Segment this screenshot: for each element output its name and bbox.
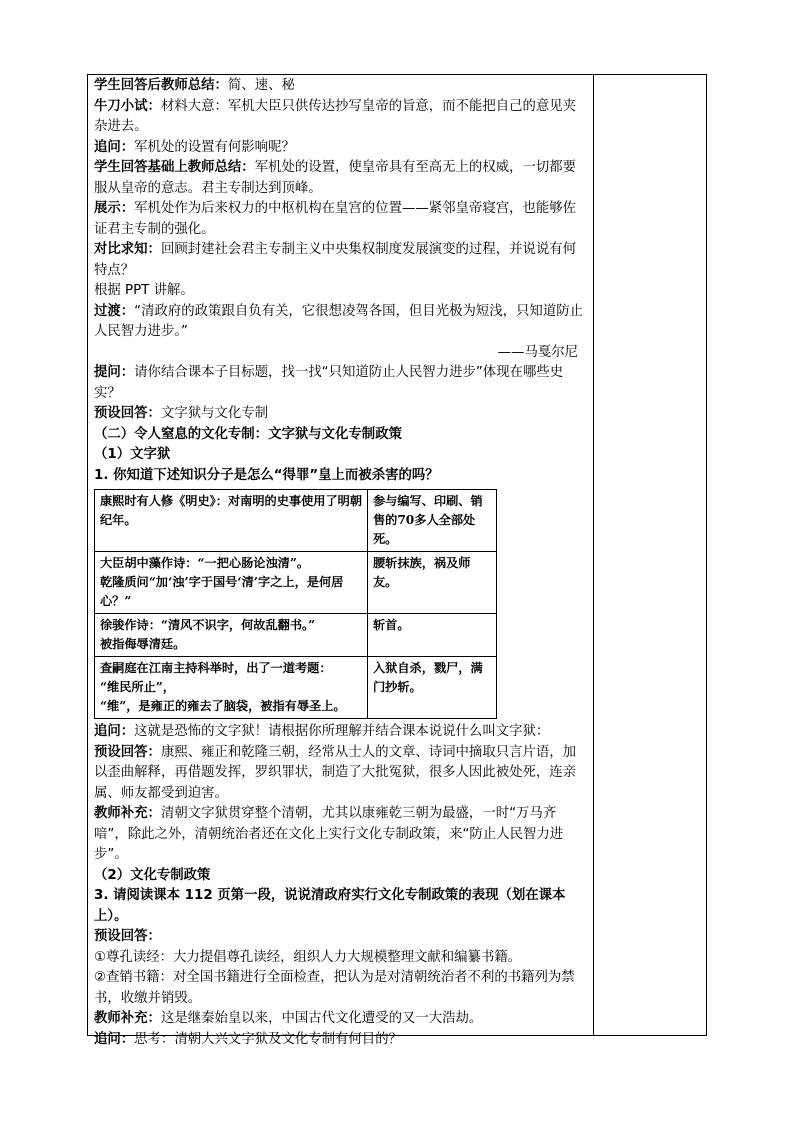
inquisition-row: [95, 657, 497, 719]
followup-question: 追问：军机处的设置有何影响呢？: [94, 139, 295, 155]
case-cell: [95, 614, 368, 657]
preset-answer-2: 预设回答：康熙、雍正和乾隆三朝，经常从士人的文章、诗词中摘取只言片语，加以歪曲解释，再借题发挥，罗织罪状，制造了大批冤狱，很多人因此被处死，连亲属、师友都受到迫害。: [94, 744, 577, 801]
column-divider: [593, 74, 594, 1036]
transition-quote: 过渡：“清政府的政策跟自负有关，它很想凌驾各国，但目光极为短浅，只知道防止人民智力进步。”: [94, 303, 583, 339]
case-line: “维”，是雍正的雍去了脑袋，被指有辱圣上。: [100, 699, 346, 713]
case-line: 被指侮辱清廷。: [100, 637, 186, 651]
teacher-supplement: 教师补充：清朝文字狱贯穿整个清朝，尤其以康雍乾三朝为最盛，一时“万马齐喑”，除此之外，清朝统治者还在文化上实行文化专制政策，来“防止人民智力进步”。: [94, 806, 564, 862]
subsection-heading-1: （1）文字狱: [94, 447, 171, 462]
case-cell: [95, 552, 368, 614]
question-line: 提问：请你结合课本子目标题，找一找“只知道防止人民智力进步”体现在哪些史实？: [94, 365, 564, 401]
followup-line-2: 追问：这就是恐怖的文字狱！请根据你所理解并结合课本说说什么叫文字狱：: [94, 724, 550, 739]
subsection-heading-2: （2）文化专制政策: [94, 867, 211, 883]
teacher-summary: 学生回答基础上教师总结：军机处的设置，使皇帝具有至高无上的权威，一切都要服从皇帝的意志。君主专制达到顶峰。: [94, 160, 577, 196]
result-cell: 腰斩抹族，祸及师友。: [367, 552, 496, 614]
teacher-supplement-2: 教师补充：这是继秦始皇以来，中国古代文化遭受的又一大浩劫。: [94, 1011, 483, 1026]
final-question: 追问：思考：清朝大兴文字狱及文化专制有何目的？: [94, 1031, 402, 1047]
summary-line: 学生回答后教师总结：简、速、秘: [94, 78, 295, 93]
question-1: 1. 你知道下述知识分子是怎么“得罪”皇上而被杀害的吗？: [94, 467, 439, 483]
answer-item-2: ②查销书籍：对全国书籍进行全面检查，把认为是对清朝统治者不利的书籍列为禁书，收缴并销毁。: [94, 970, 575, 1006]
result-cell: 参与编写、印刷、销售的70多人全部处死。: [367, 490, 496, 552]
quote-attribution: ——马戛尔尼: [497, 344, 578, 360]
ppt-note: 根据 PPT 讲解。: [94, 283, 194, 298]
case-line: 康熙时有人修《明史》：对南明的史事使用了明朝纪年。: [100, 494, 363, 527]
case-line: 查嗣庭在江南主持科举时，出了一道考题：: [100, 661, 332, 675]
case-cell: [95, 490, 368, 552]
inquisition-row: [95, 490, 497, 552]
practice-line: 牛刀小试：材料大意：军机大臣只供传达抄写皇帝的旨意，而不能把自己的意见夹杂进去。: [94, 98, 577, 134]
case-line: 乾隆质问“加‘浊’字于国号‘清’字之上，是何居心？”: [100, 575, 344, 608]
lesson-content: [94, 76, 588, 1050]
section-heading: （二）令人窒息的文化专制：文字狱与文化专制政策: [94, 426, 402, 442]
comparison-line: 对比求知：回顾封建社会君主专制主义中央集权制度发展演变的过程，并说说有何特点？: [94, 242, 577, 278]
preset-answer: 预设回答：文字狱与文化专制: [94, 406, 269, 421]
inquisition-row: [95, 614, 497, 657]
literary-inquisition-table: [94, 489, 497, 719]
result-cell: 入狱自杀，戮尸，满门抄斩。: [367, 657, 496, 719]
preset-answer-label: 预设回答：: [94, 929, 161, 944]
display-line: 展示：军机处作为后来权力的中枢机构在皇宫的位置——紧邻皇帝寝宫，也能够佐证君主专制的强化。: [94, 201, 577, 237]
question-3: 3. 请阅读课本 112 页第一段，说说清政府实行文化专制政策的表现（划在课本上）。: [94, 888, 566, 924]
case-line: “维民所止”，: [100, 680, 175, 694]
case-cell: [95, 657, 368, 719]
result-cell: 斩首。: [367, 614, 496, 657]
case-line: 徐骏作诗：“清风不识字，何故乱翻书。”: [100, 618, 316, 632]
answer-item-1: ①尊孔读经：大力提倡尊孔读经，组织人力大规模整理文献和编纂书籍。: [94, 949, 522, 965]
inquisition-row: [95, 552, 497, 614]
case-line: 大臣胡中藻作诗：“一把心肠论浊清”。: [100, 556, 310, 570]
